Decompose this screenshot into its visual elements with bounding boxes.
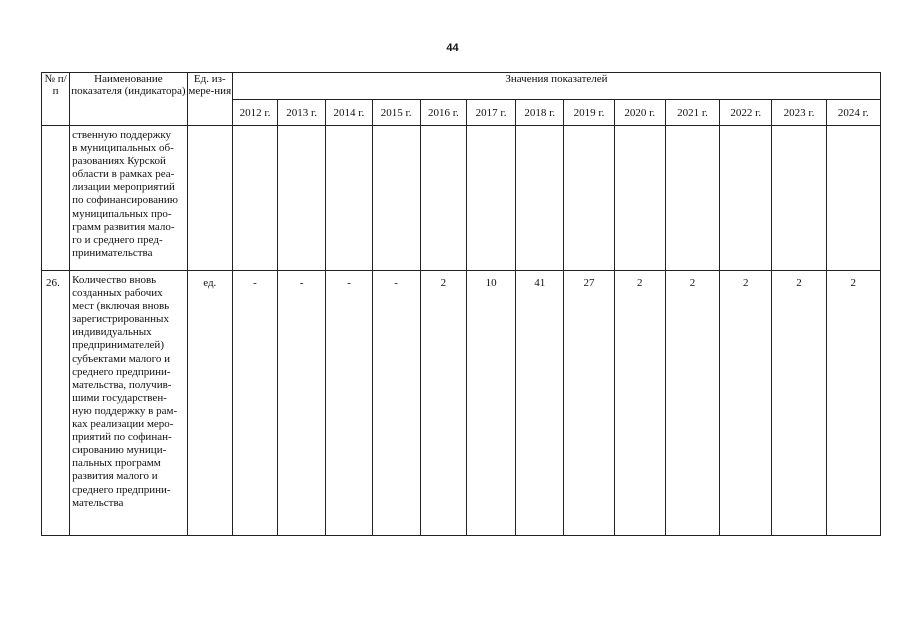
value-cell [826, 126, 880, 271]
year-header: 2014 г. [326, 100, 372, 126]
indicator-name-line: мательства [72, 496, 124, 509]
indicator-name-line: лизации мероприятий [72, 181, 175, 194]
year-header: 2024 г. [826, 100, 880, 126]
value-cell: 2 [614, 271, 665, 536]
value-cell: 2 [826, 271, 880, 536]
table-row [42, 271, 881, 536]
value-cell [372, 126, 420, 271]
year-header: 2018 г. [516, 100, 564, 126]
value-cell: 2 [665, 271, 719, 536]
value-cell [516, 126, 564, 271]
indicator-name-line: шими государствен- [72, 391, 167, 404]
indicator-name [70, 126, 188, 271]
value-cell [772, 126, 826, 271]
indicator-name-line: разованиях Курской [72, 155, 166, 168]
indicator-name-line: индивидуальных [72, 326, 152, 339]
indicator-name-line: пальных программ [72, 457, 161, 470]
indicator-name-line: созданных рабочих [72, 287, 163, 300]
indicator-name-line: субъектами малого и [72, 352, 170, 365]
header-values-group: Значения показателей [232, 73, 880, 100]
page-number: 44 [446, 42, 459, 54]
indicator-name-line: среднего предприни- [72, 365, 171, 378]
row-number [42, 126, 70, 271]
year-header: 2016 г. [420, 100, 466, 126]
indicator-name-line: области в рамках реа- [72, 168, 175, 181]
year-header: 2022 г. [720, 100, 772, 126]
year-header: 2015 г. [372, 100, 420, 126]
indicator-name-line: среднего предприни- [72, 483, 171, 496]
value-cell [278, 126, 326, 271]
row-number: 26. [42, 271, 70, 536]
indicator-name-line: сированию муници- [72, 444, 167, 457]
indicator-name-line: ственную поддержку [72, 129, 172, 141]
table-row [42, 126, 881, 271]
indicator-name-line: Количество вновь [72, 274, 157, 286]
indicator-name-line: предпринимателей) [72, 339, 164, 352]
value-cell [564, 126, 614, 271]
value-cell [232, 126, 277, 271]
year-header: 2023 г. [772, 100, 826, 126]
year-header: 2019 г. [564, 100, 614, 126]
value-cell [466, 126, 515, 271]
year-header: 2013 г. [278, 100, 326, 126]
value-cell: 2 [420, 271, 466, 536]
indicator-name-line: мест (включая вновь [72, 300, 170, 313]
value-cell: 27 [564, 271, 614, 536]
value-cell [326, 126, 372, 271]
table-body [42, 126, 881, 536]
unit-cell: ед. [187, 271, 232, 536]
indicator-name-line: ную поддержку в рам- [72, 404, 178, 417]
year-header: 2020 г. [614, 100, 665, 126]
indicator-name-line: грамм развития мало- [72, 220, 175, 233]
unit-cell [187, 126, 232, 271]
value-cell: 2 [720, 271, 772, 536]
indicator-name-line: принимательства [72, 246, 153, 259]
indicator-name-line: го и среднего пред- [72, 233, 163, 246]
indicator-name-line: развития малого и [72, 470, 158, 483]
indicator-name-line: по софинансированию [72, 194, 179, 207]
value-cell [720, 126, 772, 271]
value-cell: 2 [772, 271, 826, 536]
indicator-name-line: мательства, получив- [72, 378, 172, 391]
value-cell [665, 126, 719, 271]
value-cell: - [372, 271, 420, 536]
indicator-name-line: ках реализации меро- [72, 418, 174, 431]
indicator-name-line: муниципальных про- [72, 207, 172, 220]
indicator-name-line: в муниципальных об- [72, 142, 174, 155]
header-num: № п/п [42, 73, 70, 126]
value-cell: - [232, 271, 277, 536]
value-cell: 10 [466, 271, 515, 536]
indicator-name-line: приятий по софинан- [72, 431, 172, 444]
indicator-name-line: зарегистрированных [72, 313, 169, 326]
value-cell: - [326, 271, 372, 536]
value-cell [614, 126, 665, 271]
value-cell: - [278, 271, 326, 536]
header-indicator-name: Наименование показателя (индикатора) [70, 73, 188, 126]
indicators-table [41, 72, 881, 536]
value-cell [420, 126, 466, 271]
year-header: 2012 г. [232, 100, 277, 126]
year-header: 2021 г. [665, 100, 719, 126]
indicator-name [70, 271, 188, 536]
header-unit: Ед. из-мере-ния [187, 73, 232, 126]
value-cell: 41 [516, 271, 564, 536]
year-header: 2017 г. [466, 100, 515, 126]
